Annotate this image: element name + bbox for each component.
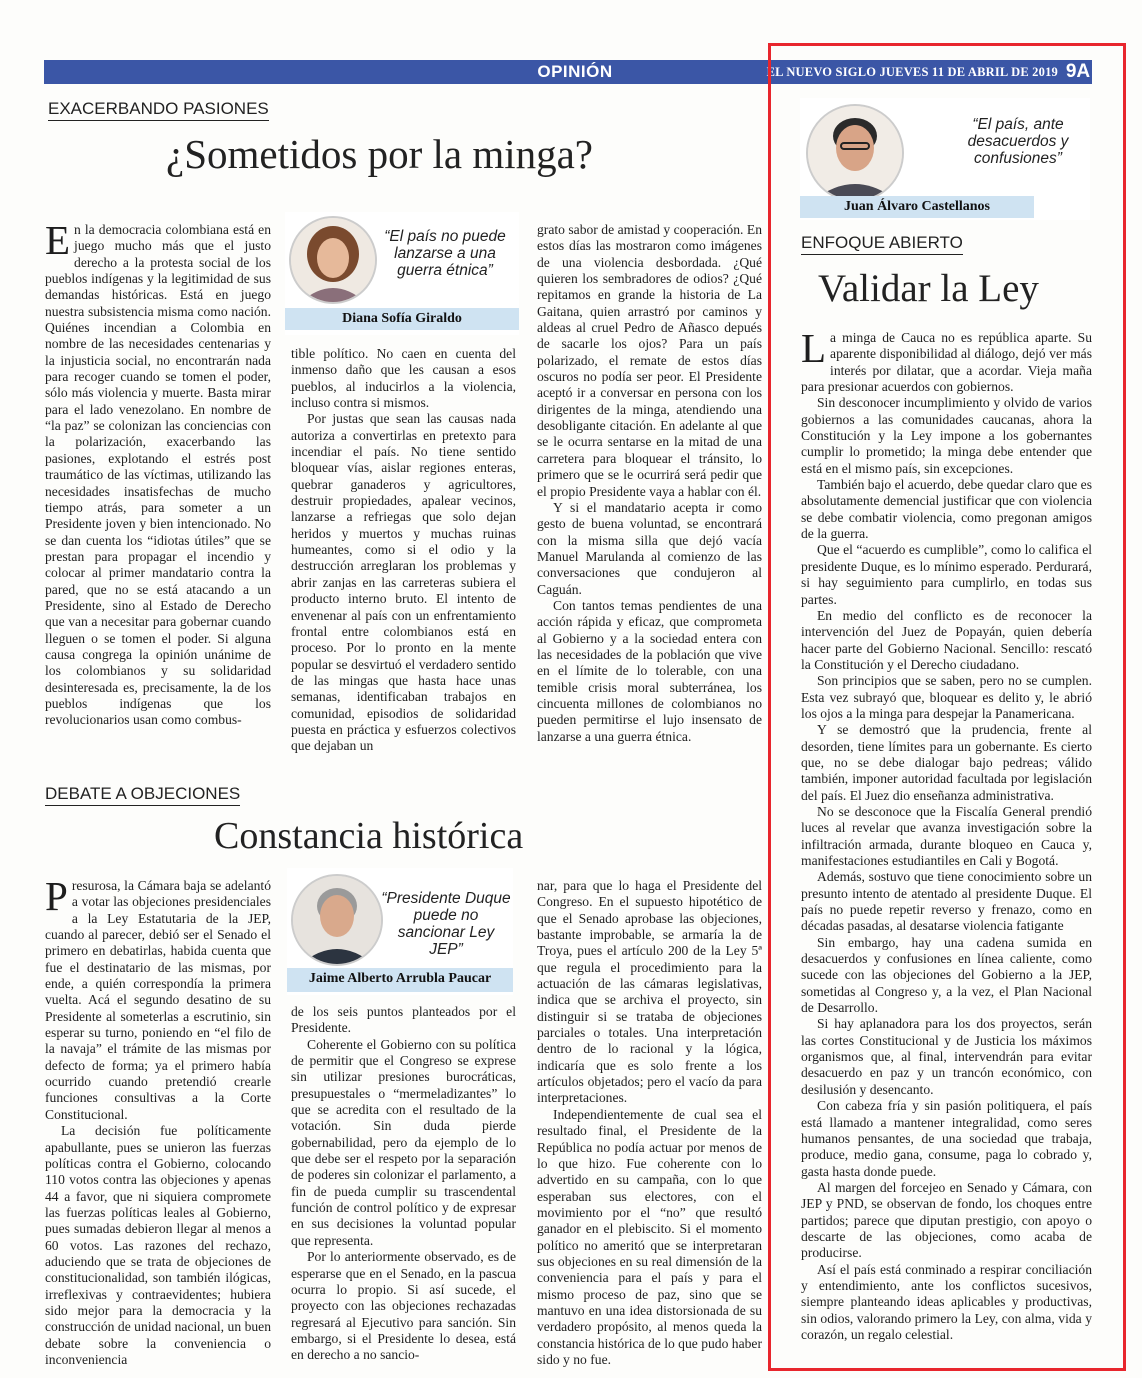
article2-column-3 bbox=[537, 878, 762, 1368]
article2-headline: Constancia histórica bbox=[214, 815, 524, 857]
article1-col1-text: n la democracia colombiana está en juego mucho más que el justo derecho a la protesta social de los pueblos indígenas y la legitimidad de sus demandas históricas. Está en juego nuestra subsistencia misma como nación. Quiénes incendian a Colombia en nombre de las necesidades centenarias y la injusticia social, no encontrarán nada para recoger cuando se tomen el poder, sólo más violencia y muerte. Basta mirar para el lado venezolano. En nombre de “la paz” se colonizan las conciencias con la polarización, exacerbando las pasiones, explotando el estrés post traumático de las víctimas, utilizando las necesidades insatisfechas de mucho tiempo atrás, para someter a un Presidente joven y bien intencionado. No se dan cuenta los “idiotas útiles” que se prestan para propagar el incendio y colocar al primer mandatario contra la pared, que no se está atacando a un Presidente, sino al Estado de Derecho que van a necesitar para gobernar cuando lleguen o se tomen el poder. Si alguna causa congrega la opinión unánime de los colombianos y su solidaridad desinteresada es, precisamente, la de los pueblos indígenas que los revolucionarios usan como combus- bbox=[45, 222, 271, 728]
article3-kicker: ENFOQUE ABIERTO bbox=[801, 233, 963, 255]
paragraph: Y si el mandatario acepta ir como gesto de buena voluntad, se encontrará con la misma silla que dejó vacía Manuel Marulanda al comienzo de las conversaciones que condujeron al Caguán. bbox=[537, 499, 762, 597]
paragraph: Independientemente de cual sea el resultado final, el Presidente de la República no podía actuar por menos de lo que hizo. Fue coherente con lo advertido en su campaña, con lo que esperaban sus electores, con el movimiento por el “no” que resultó ganador en el plebiscito. Si el momento político no ameritó que se interpretaran sus objeciones en su real dimensión de la conveniencia para el país y para el mismo proceso de paz, sino que se mantuvo en una idea distorsionada de su verdadero propósito, al menos queda la constancia histórica de lo que pudo haber sido y no fue. bbox=[537, 1106, 762, 1367]
section-label: OPINIÓN bbox=[537, 62, 613, 81]
article1-column-2 bbox=[291, 346, 516, 755]
author-photo bbox=[806, 104, 904, 202]
article3-dropcap: L bbox=[801, 325, 827, 371]
article1-author-box bbox=[285, 212, 519, 335]
paragraph: Si hay aplanadora para los dos proyectos, serán las cortes Constitucional y de Justicia los máximos organismos que, al final, intervendrán para evitar desacuerdo en paz y un trancón económico, con desilusión y desencanto. bbox=[801, 1016, 1092, 1097]
article3-body bbox=[801, 325, 1092, 1343]
paragraph: Con tantos temas pendientes de una acción rápida y eficaz, que comprometa al Gobierno y a la sociedad entera con las necesidades de la población que vive en el límite de lo tolerable, con una temible crisis moral subterránea, los cincuenta millones de colombianos no pueden permitirse el lujo insensato de lanzarse a una guerra étnica. bbox=[537, 597, 762, 744]
paragraph: Al margen del forcejeo en Senado y Cámara, con JEP y PND, se observan de fondo, los choques entre partidos; parece que diputan prestigio, con apoyo o descarte de las objeciones, como acaba de producirse. bbox=[801, 1179, 1092, 1261]
article3-headline: Validar la Ley bbox=[818, 267, 1039, 310]
paragraph: Con cabeza fría y sin pasión politiquera, el país está llamado a mantener integralidad, como seres humanos pensantes, de una sociedad que trabaja, produce, medio gana, consume, paga lo cobrado y, gasta hasta donde puede. bbox=[801, 1098, 1092, 1179]
page-number: 9A bbox=[1065, 61, 1091, 82]
article2-column-1 bbox=[45, 873, 271, 1368]
author-photo bbox=[291, 874, 383, 966]
article2-column-2 bbox=[291, 1004, 516, 1364]
paragraph: Así el país está conminado a respirar conciliación y entendimiento, ante los conflictos sucesivos, siempre planteando ideas aplicables y productivas, sin odios, valorando primero la Ley, con alma, vida y corazón, un regalo celestial. bbox=[801, 1261, 1092, 1342]
paragraph: Y se demostró que la prudencia, frente al desorden, tiene límites para un gobernante. Es cierto que, no se debe dialogar bajo pedreas; válido también, imponer autoridad facultada por legislación del país. El Juez dio enseñanza administrativa. bbox=[801, 722, 1092, 803]
article3-author-box bbox=[800, 98, 1090, 220]
article1-kicker: EXACERBANDO PASIONES bbox=[48, 99, 269, 121]
paragraph: No se desconoce que la Fiscalía General prendió luces al revelar que avanza investigación sobre la infiltración armada, durante bloqueo en Cauca y, manifestaciones estudiantiles en Cali y Bogotá. bbox=[801, 803, 1092, 868]
masthead-date: EL NUEVO SIGLO JUEVES 11 DE ABRIL DE 2019 bbox=[766, 65, 1058, 79]
paragraph: Que el “acuerdo es cumplible”, como lo califica el presidente Duque, es lo mínimo esperado. Perdurará, si hay seguimiento para cumplirlo, en todas sus partes. bbox=[801, 542, 1092, 607]
article2-col1-text: resurosa, la Cámara baja se adelantó a votar las objeciones presidenciales a la Ley Estatutaria de la JEP, cuando al parecer, debió ser el Senado el primero en debatirlas, habida cuenta que fue el destinatario de las mismas, por ende, a quién correspondía la primera vuelta. Acá el segundo desatino de su Presidente al someterlas a escrutinio, sin esperar su turno, poniendo en “el filo de la navaja” el trámite de las mismas por defecto de forma; ya el primero había ocurrido cuando pretendió crearle funciones consultivas a la Corte Constitucional. bbox=[45, 878, 271, 1122]
article2-dropcap: P bbox=[45, 873, 68, 919]
paragraph: En medio del conflicto es de reconocer la intervención del Juez de Popayán, quien debería hacer parte del Gobierno Nacional. Sencillo: rescató la Constitución y el Derecho ciudadano. bbox=[801, 607, 1092, 672]
author-portrait-icon bbox=[291, 218, 375, 302]
paragraph: Coherente el Gobierno con su política de permitir que el Congreso se exprese sin utilizar presiones burocráticas, presupuestales o “mermeladizantes” lo que se acredita con el resultado de la votación. Sin duda pierde gobernabilidad, pero da ejemplo de lo que debe ser el respeto por la separación de poderes sin colonizar el parlamento, a fin de pueda cumplir su trascendental función de control político y de expresar en sus decisiones la voluntad popular que representa. bbox=[291, 1036, 516, 1248]
paragraph: Además, sostuvo que tiene conocimiento sobre un presunto intento de atentado al presidente Duque. El país no puede repetir reverso y frenazo, como en décadas pasadas, al desatarse violencia fatigante bbox=[801, 869, 1092, 934]
paragraph: Por justas que sean las causas nada autoriza a convertirlas en pretexto para incendiar el país. No tiene sentido bloquear vías, aislar regiones enteras, quebrar ganaderos y agricultores, destruir propiedades, apalear vecinos, lanzarse a refriegas que solo dejan heridos y muertos y muchas ruinas humeantes, como si el odio y la destrucción arreglaran los problemas y abrir zanjas en las carreteras subiera el producto interno bruto. El intento de envenenar al país con un enfrentamiento frontal entre colombianos está en proceso. Por lo pronto en la mente popular se desvirtuó el verdadero sentido de las mingas que hasta hace unas semanas, identificaban trabajos en comunidad, episodios de solidaridad puesta en práctica y esfuerzos colectivos que dejaban un bbox=[291, 411, 516, 754]
paragraph: de los seis puntos planteados por el Presidente. bbox=[291, 1004, 516, 1036]
paragraph: Sin embargo, hay una cadena sumida en desacuerdos y confusiones en línea caliente, como sucede con las objeciones del Gobierno a la JEP, sometidas al Congreso y, a la vez, el Plan Nacional de Desarrollo. bbox=[801, 934, 1092, 1016]
paragraph: También bajo el acuerdo, debe quedar claro que es absolutamente demencial justificar que con violencia se debe combatir violencia, como pregonan amigos de la guerra. bbox=[801, 477, 1092, 542]
article1-author-name: Diana Sofía Giraldo bbox=[285, 308, 519, 330]
article1-dropcap: E bbox=[45, 217, 71, 263]
paragraph: nar, para que lo haga el Presidente del Congreso. En el supuesto hipotético de que el Senado aprobase las objeciones, bastante improbable, se armaría la de Troya, pues el artículo 200 de la Ley 5ª que regula el procedimiento para la actuación de las cámaras legislativas, indica que se archiva el proyecto, sin distinguir si se trataba de objeciones parciales o totales. Una interpretación dentro de lo racional y la lógica, indicaría que es solo frente a los artículos objetados; pero el vacío da para interpretaciones. bbox=[537, 878, 762, 1106]
author-photo bbox=[289, 216, 377, 304]
article1-column-1 bbox=[45, 217, 271, 729]
article1-headline: ¿Sometidos por la minga? bbox=[166, 131, 593, 177]
paragraph: Sin desconocer incumplimiento y olvido de varios gobiernos a las comunidades caucanas, ahora la Constitución y la Ley impone a los gobernantes cumplir lo prometido; la minga debe entender que está en el mismo país, sin excepciones. bbox=[801, 395, 1092, 476]
article2-author-box bbox=[287, 868, 513, 995]
paragraph: Son principios que se saben, pero no se cumplen. Esta vez subrayó que, bloquear es delito y, le abrió los ojos a la minga para despejar la Panamericana. bbox=[801, 673, 1092, 721]
paragraph: tible político. No caen en cuenta del inmenso daño que les causan a esos pueblos, al inducirlos a la violencia, incluso contra si mismos. bbox=[291, 346, 516, 411]
author-portrait-icon bbox=[808, 106, 902, 200]
paragraph: La decisión fue políticamente apabullante, pues se unieron las fuerzas políticas contra el Gobierno, colocando 110 votos contra las objeciones y apenas 44 a favor, que ni siquiera compromete las fuerzas políticas leales al Gobierno, pues sumadas debieron llegar al menos a 60 votos. Las razones del rechazo, aduciendo que se trata de objeciones de constitucionalidad, son también ilógicas, irreflexivas y contraevidentes; hubiera sido mejor para la democracia y la construcción de unidad nacional, un buen debate sobre la conveniencia o inconveniencia bbox=[45, 1123, 271, 1367]
article2-author-name: Jaime Alberto Arrubla Paucar bbox=[287, 968, 513, 992]
article1-pull-quote: “El país no puede lanzarse a una guerra étnica” bbox=[384, 228, 506, 279]
article3-body-text: a minga de Cauca no es república aparte. Su aparente disponibilidad al diálogo, dejó ver más interés por dilatar, que a acordar. Vieja maña para presionar acuerdos con gobiernos. bbox=[801, 330, 1092, 395]
article3-author-name: Juan Álvaro Castellanos bbox=[800, 196, 1034, 218]
article2-pull-quote: “Presidente Duque puede no sancionar Ley JEP” bbox=[381, 890, 511, 958]
paragraph: grato sabor de amistad y cooperación. En estos días las mostraron como imágenes de una violencia desbordada. ¿Qué quieren los sembradores de odios? ¿Qué repitamos en grande la historia de La Gaitana, quien arrastró por caminos y aldeas al cruel Pedro de Añasco depués de sacarle los ojos? Para un país polarizado, el remate de estos días oscuros no podía ser peor. El Presidente aceptó ir a conversar en persona con los dirigentes de la minga, atendiendo una desobligante citación. En adelante al que se le ocurra sentarse en la mitad de una carretera para bloquear el tránsito, lo primero que se le ocurrirá será pedir que el propio Presidente vaya a hablar con él. bbox=[537, 222, 762, 499]
author-portrait-icon bbox=[293, 876, 381, 964]
article3-pull-quote: “El país, ante desacuerdos y confusiones” bbox=[967, 116, 1069, 167]
article2-kicker: DEBATE A OBJECIONES bbox=[45, 784, 240, 806]
paragraph: Por lo anteriormente observado, es de esperarse que en el Senado, en la pascua ocurra lo propio. Si así sucede, el proyecto con las objeciones rechazadas regresará al Ejecutivo para sanción. Sin embargo, si el Presidente lo desea, está en derecho a no sancio- bbox=[291, 1249, 516, 1363]
article1-column-3 bbox=[537, 222, 762, 745]
